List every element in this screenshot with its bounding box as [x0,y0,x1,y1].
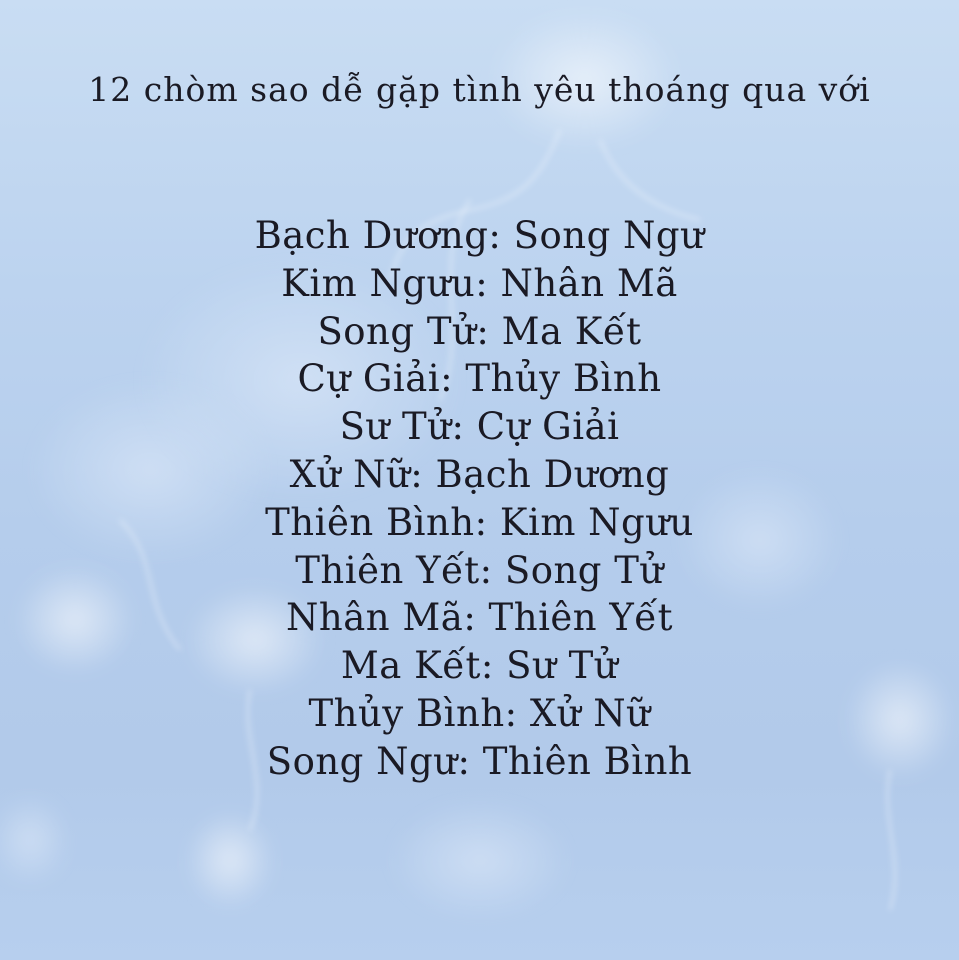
zodiac-pair: Thiên Yết: Song Tử [295,548,664,592]
zodiac-pair: Sư Tử: Cự Giải [339,405,620,449]
zodiac-pair: Nhân Mã: Thiên Yết [286,596,673,640]
zodiac-pair: Cự Giải: Thủy Bình [297,357,662,401]
zodiac-pair: Kim Ngưu: Nhân Mã [281,261,678,305]
zodiac-pair: Bạch Dương: Song Ngư [254,214,705,257]
zodiac-pair-list [0,212,959,786]
zodiac-pair: Thủy Bình: Xử Nữ [308,691,651,735]
zodiac-pair: Song Tử: Ma Kết [317,309,642,353]
page-title: 12 chòm sao dễ gặp tình yêu thoáng qua với [88,70,871,109]
zodiac-pair: Xử Nữ: Bạch Dương [289,452,670,496]
zodiac-pair: Thiên Bình: Kim Ngưu [265,500,694,544]
zodiac-pair: Ma Kết: Sư Tử [340,644,619,688]
zodiac-pair: Song Ngư: Thiên Bình [266,739,693,783]
